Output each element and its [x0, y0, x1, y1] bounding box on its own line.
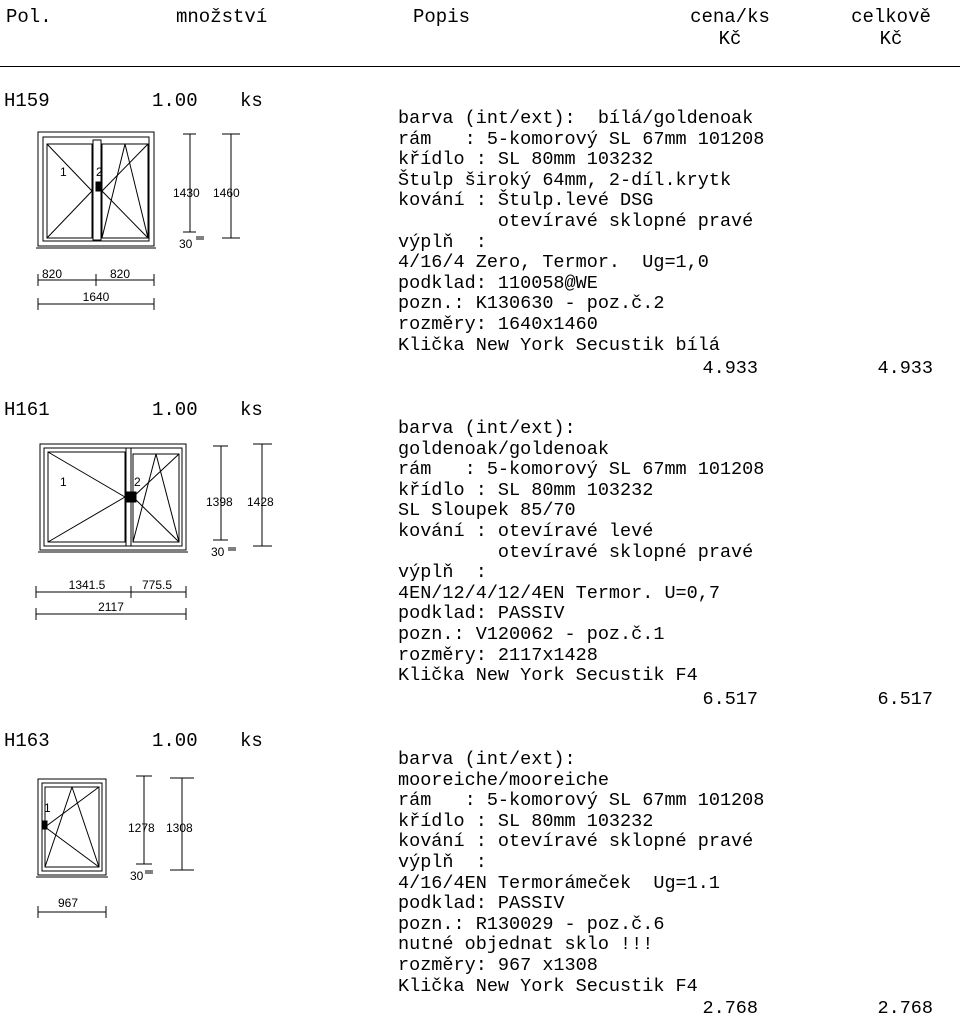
desc-line: křídlo : SL 80mm 103232	[398, 479, 654, 501]
unit-price: 2.768	[702, 998, 758, 1019]
width-dim: 1341.5	[68, 578, 106, 592]
desc-line: rám : 5-komorový SL 67mm 101208	[398, 459, 765, 481]
total-price: 4.933	[877, 358, 933, 379]
item-quantity: 1.00	[152, 730, 198, 752]
item-unit: ks	[240, 730, 263, 752]
desc-line: barva (int/ext):	[398, 418, 576, 439]
desc-line: Klička New York Secustik F4	[398, 975, 698, 997]
item-unit: ks	[240, 90, 263, 112]
desc-line: Klička New York Secustik bílá	[398, 334, 720, 356]
desc-line: rozměry: 2117x1428	[398, 644, 598, 666]
height-dim: 1278	[128, 821, 155, 835]
item-description	[398, 750, 764, 997]
sash-label: 1	[60, 165, 67, 179]
height-dim: 1398	[206, 495, 233, 509]
unit-price: 6.517	[702, 689, 758, 710]
window-drawing	[0, 770, 230, 920]
desc-line: křídlo : SL 80mm 103232	[398, 810, 654, 832]
bottom-dim: 30	[211, 545, 225, 559]
header-mnozstvi: množství	[176, 6, 268, 28]
desc-line: Klička New York Secustik F4	[398, 665, 698, 687]
desc-line: podklad: PASSIV	[398, 893, 565, 915]
sash-label: 2	[134, 475, 141, 489]
total-width-dim: 2117	[98, 600, 124, 614]
sash-label: 1	[44, 801, 51, 815]
desc-line: výplň :	[398, 562, 487, 584]
item-quantity: 1.00	[152, 399, 198, 421]
item-position: H163	[4, 730, 50, 752]
desc-line: barva (int/ext): bílá/goldenoak	[398, 108, 754, 129]
width-dim: 820	[41, 267, 63, 281]
desc-line: kování : otevíravé levé	[398, 520, 654, 542]
desc-line: 4EN/12/4/12/4EN Termor. U=0,7	[398, 582, 720, 604]
sash-label: 1	[60, 475, 67, 489]
desc-line: rozměry: 1640x1460	[398, 313, 598, 335]
desc-line: otevíravé sklopné pravé	[398, 210, 754, 232]
desc-line: 4/16/4 Zero, Termor. Ug=1,0	[398, 252, 709, 274]
total-price: 6.517	[877, 689, 933, 710]
unit-price: 4.933	[702, 358, 758, 379]
desc-line: kování : otevíravé sklopné pravé	[398, 831, 754, 853]
header-celkove	[845, 6, 937, 50]
window-drawing	[0, 120, 280, 350]
width-dim: 775.5	[141, 578, 173, 592]
desc-line: 4/16/4EN Termorámeček Ug=1.1	[398, 872, 720, 894]
height-dim: 1428	[247, 495, 274, 509]
item-quantity: 1.00	[152, 90, 198, 112]
item-position: H161	[4, 399, 50, 421]
header-popis: Popis	[413, 6, 471, 28]
sash-label: 2	[96, 165, 103, 179]
desc-line: rám : 5-komorový SL 67mm 101208	[398, 790, 765, 812]
header-cena	[685, 6, 775, 50]
item-description	[398, 419, 764, 687]
height-dim: 1308	[166, 821, 193, 835]
header-pol: Pol.	[6, 6, 52, 28]
desc-line: barva (int/ext):	[398, 749, 576, 770]
total-width-dim: 967	[57, 896, 79, 910]
desc-line: pozn.: K130630 - poz.č.2	[398, 293, 665, 315]
desc-line: pozn.: R130029 - poz.č.6	[398, 913, 665, 935]
height-dim: 1460	[213, 186, 240, 200]
item-description	[398, 109, 764, 356]
desc-line: nutné objednat sklo !!!	[398, 934, 654, 956]
header-cena-unit: Kč	[718, 28, 742, 50]
desc-line: pozn.: V120062 - poz.č.1	[398, 623, 665, 645]
desc-line: výplň :	[398, 851, 487, 873]
desc-line: kování : Štulp.levé DSG	[398, 190, 654, 212]
desc-line: rozměry: 967 x1308	[398, 954, 598, 976]
desc-line: výplň :	[398, 231, 487, 253]
desc-line: podklad: 110058@WE	[398, 272, 598, 294]
bottom-dim: 30	[179, 237, 193, 251]
desc-line: křídlo : SL 80mm 103232	[398, 149, 654, 171]
desc-line: mooreiche/mooreiche	[398, 769, 609, 791]
desc-line: Štulp široký 64mm, 2-díl.krytk	[398, 169, 732, 191]
desc-line: goldenoak/goldenoak	[398, 438, 609, 460]
height-dim: 1430	[173, 186, 200, 200]
total-price: 2.768	[877, 998, 933, 1019]
item-position: H159	[4, 90, 50, 112]
total-width-dim: 1640	[82, 290, 110, 304]
desc-line: rám : 5-komorový SL 67mm 101208	[398, 128, 765, 150]
header-cena-label: cena/ks	[690, 6, 770, 28]
window-drawing	[0, 430, 290, 630]
header-celkove-label: celkově	[851, 6, 931, 28]
width-dim: 820	[109, 267, 131, 281]
header-celkove-unit: Kč	[879, 28, 903, 50]
desc-line: otevíravé sklopné pravé	[398, 541, 754, 563]
desc-line: podklad: PASSIV	[398, 603, 565, 625]
desc-line: SL Sloupek 85/70	[398, 500, 576, 522]
header-divider	[0, 66, 960, 67]
bottom-dim: 30	[130, 869, 144, 883]
item-unit: ks	[240, 399, 263, 421]
